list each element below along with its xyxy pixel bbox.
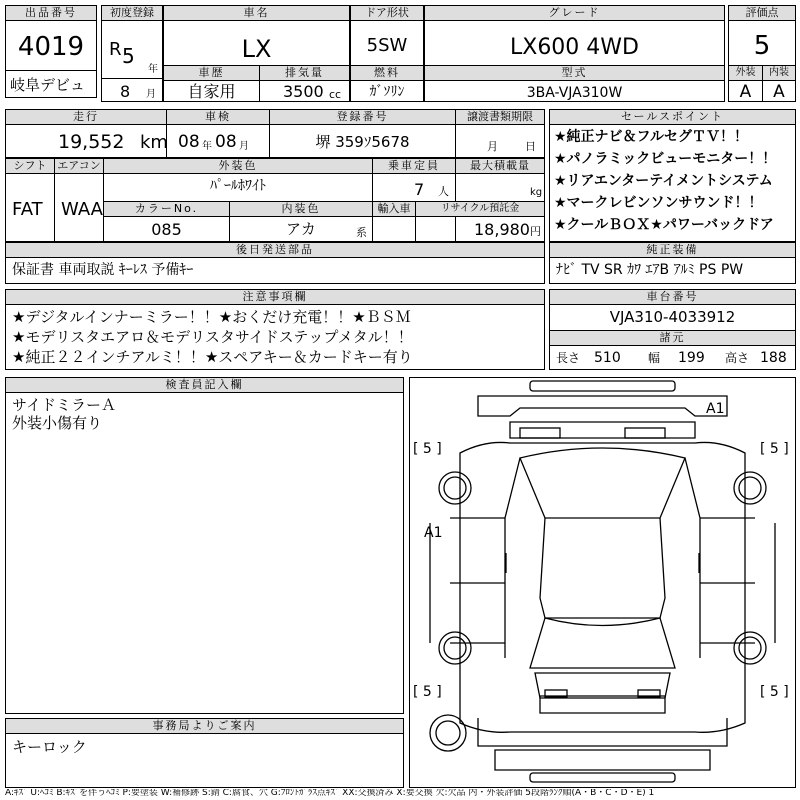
inspector-line-2: 外装小傷有り <box>12 414 103 432</box>
sales-point-4: ★マークレビンソンサウンド！！ <box>554 195 763 211</box>
plate-header: 登録番号 <box>270 110 455 124</box>
lot-number-header: 出品番号 <box>6 6 96 20</box>
width-label: 幅 <box>648 351 661 365</box>
sales-point-1: ★純正ナビ＆フルセグＴＶ！！ <box>554 129 748 145</box>
car-name-box <box>163 5 350 102</box>
aircon-header: エアコン <box>55 159 103 173</box>
auction-venue: 岐阜デビュ <box>10 76 86 94</box>
mileage-unit: km <box>140 132 168 153</box>
transfer-deadline-header: 譲渡書類期限 <box>456 110 544 124</box>
door-fuel-box <box>350 5 424 102</box>
interior-color: アカ <box>286 220 316 238</box>
interior-score: A <box>773 82 785 102</box>
registration-month: 8 <box>120 82 131 101</box>
fuel-type: ｶﾞｿﾘﾝ <box>369 84 405 100</box>
score-header: 評価点 <box>729 6 795 20</box>
equipment: ﾅﾋﾞ TV SR ｶﾜ ｴｱB ｱﾙﾐ PS PW <box>556 262 744 278</box>
car-name-header: 車名 <box>164 6 349 20</box>
note-line-1: ★デジタルインナーミラー！！★おくだけ充電！！★ＢＳＭ <box>12 308 411 326</box>
capacity-unit: 人 <box>438 185 449 198</box>
exterior-color: ﾊﾟｰﾙﾎﾜｲﾄ <box>210 178 266 194</box>
registration-month-unit: 月 <box>146 89 156 100</box>
grade: LX600 4WD <box>509 35 639 60</box>
notes-header: 注意事項欄 <box>6 290 544 304</box>
fuel-header: 燃料 <box>351 66 423 80</box>
displacement-unit: cc <box>329 88 342 101</box>
inspector-header: 検査員記入欄 <box>6 378 403 392</box>
car-name: LX <box>241 35 272 63</box>
length-label: 長さ <box>556 351 581 365</box>
recycle-fee: 18,980 <box>474 220 530 239</box>
tire-rear-left: [ 5 ] <box>413 684 442 700</box>
vehicle-history: 自家用 <box>187 82 236 101</box>
vehicle-history-header: 車歴 <box>164 66 259 80</box>
exterior-score-header: 外装 <box>729 66 762 80</box>
color-number: 085 <box>151 220 182 239</box>
tire-rear-right: [ 5 ] <box>760 684 789 700</box>
damage-mark-left-side: A1 <box>424 525 443 541</box>
mileage-box <box>5 109 545 158</box>
notes-box <box>5 289 545 370</box>
interior-score-header: 内装 <box>763 66 795 80</box>
height-label: 高さ <box>725 351 750 365</box>
registration-header: 初度登録 <box>102 6 162 20</box>
displacement: 3500 <box>283 82 324 101</box>
deadline-month-unit: 月 <box>487 140 498 153</box>
sales-points-box <box>549 109 796 242</box>
interior-color-suffix: 系 <box>356 226 367 239</box>
length-value: 510 <box>594 350 621 366</box>
exterior-color-header: 外装色 <box>104 159 372 173</box>
shift-type: FAT <box>12 199 43 220</box>
deadline-day-unit: 日 <box>525 140 536 153</box>
width-value: 199 <box>678 350 705 366</box>
inspection-year: 08 <box>178 132 200 152</box>
later-parts-header: 後日発送部品 <box>6 243 544 257</box>
inspection-month-unit: 月 <box>239 141 249 152</box>
grade-header: グレード <box>425 6 724 20</box>
score-box <box>728 5 796 102</box>
dimensions-header: 諸元 <box>550 331 795 345</box>
damage-diagram <box>409 377 796 788</box>
note-line-2: ★モデリスタエアロ＆モデリスタサイドステップメタル！！ <box>12 328 413 346</box>
inspection-header: 車検 <box>167 110 269 124</box>
inspection-month: 08 <box>215 132 237 152</box>
registration-year: 5 <box>122 44 135 68</box>
overall-score: 5 <box>753 31 771 61</box>
sales-point-5: ★クールＢＯＸ★パワーバックドア <box>554 217 774 233</box>
sales-points-header: セールスポイント <box>550 110 795 124</box>
mileage: 19,552 <box>58 131 125 153</box>
later-parts: 保証書 車両取説 ｷｰﾚｽ 予備ｷｰ <box>12 262 194 278</box>
model-code: 3BA-VJA310W <box>526 85 623 101</box>
note-line-3: ★純正２２インチアルミ！！★スペアキー＆カードキー有り <box>12 348 413 366</box>
registration-year-unit: 年 <box>148 64 158 75</box>
equipment-header: 純正装備 <box>550 243 795 257</box>
max-load-unit: kg <box>530 187 543 198</box>
lot-number-box <box>5 5 97 98</box>
tire-front-left: [ 5 ] <box>413 441 442 457</box>
chassis-box <box>549 289 796 370</box>
model-code-header: 型式 <box>425 66 724 80</box>
damage-mark-front: A1 <box>706 401 725 417</box>
chassis-header: 車台番号 <box>550 290 795 304</box>
capacity-header: 乗車定員 <box>373 159 455 173</box>
sales-point-2: ★パノラミックビューモニター！！ <box>554 151 777 167</box>
equipment-box <box>549 242 796 284</box>
sales-point-3: ★リアエンターテイメントシステム <box>554 173 773 189</box>
color-no-header: カラーNo. <box>104 202 229 216</box>
office-note: キーロック <box>12 738 87 756</box>
door-type-header: ドア形状 <box>351 6 423 20</box>
car-outline-diagram <box>410 378 795 787</box>
later-parts-box <box>5 242 545 284</box>
max-load-header: 最大積載量 <box>456 159 544 173</box>
registration-era: R <box>109 39 122 60</box>
spec-box <box>5 158 545 242</box>
inspector-line-1: サイドミラーＡ <box>12 396 116 414</box>
import-header: 輸入車 <box>373 202 415 216</box>
shift-header: シフト <box>6 159 54 173</box>
recycle-header: リサイクル預託金 <box>416 202 544 216</box>
tire-front-right: [ 5 ] <box>760 441 789 457</box>
displacement-header: 排気量 <box>260 66 349 80</box>
door-type: 5SW <box>366 35 408 56</box>
grade-box <box>424 5 725 102</box>
recycle-fee-unit: 円 <box>530 225 541 238</box>
office-header: 事務局よりご案内 <box>6 719 403 733</box>
height-value: 188 <box>760 350 787 366</box>
interior-color-header: 内装色 <box>230 202 372 216</box>
plate-number: 堺 359ｿ5678 <box>315 133 410 151</box>
inspection-year-unit: 年 <box>202 141 212 152</box>
registration-box <box>101 5 163 102</box>
inspector-box <box>5 377 404 714</box>
chassis-number: VJA310-4033912 <box>609 308 736 326</box>
damage-legend: A:ｷｽﾞ U:ﾍｺﾐ B:ｷｽﾞを伴うﾍｺﾐ P:要塗装 W:補修跡 S:錆 C:腐食、穴 G:ﾌﾛﾝﾄｶﾞﾗｽ点ｷｽﾞ XX:交換済み X:要交換 欠:欠品 内・外装評価 5段階ﾗﾝｸ順(A・B・C・D・E) 1 <box>5 789 655 798</box>
exterior-score: A <box>739 82 752 102</box>
aircon-type: WAA <box>61 199 103 220</box>
mileage-header: 走行 <box>6 110 166 124</box>
office-box <box>5 718 404 788</box>
capacity: 7 <box>414 180 425 199</box>
lot-number: 4019 <box>17 32 85 62</box>
